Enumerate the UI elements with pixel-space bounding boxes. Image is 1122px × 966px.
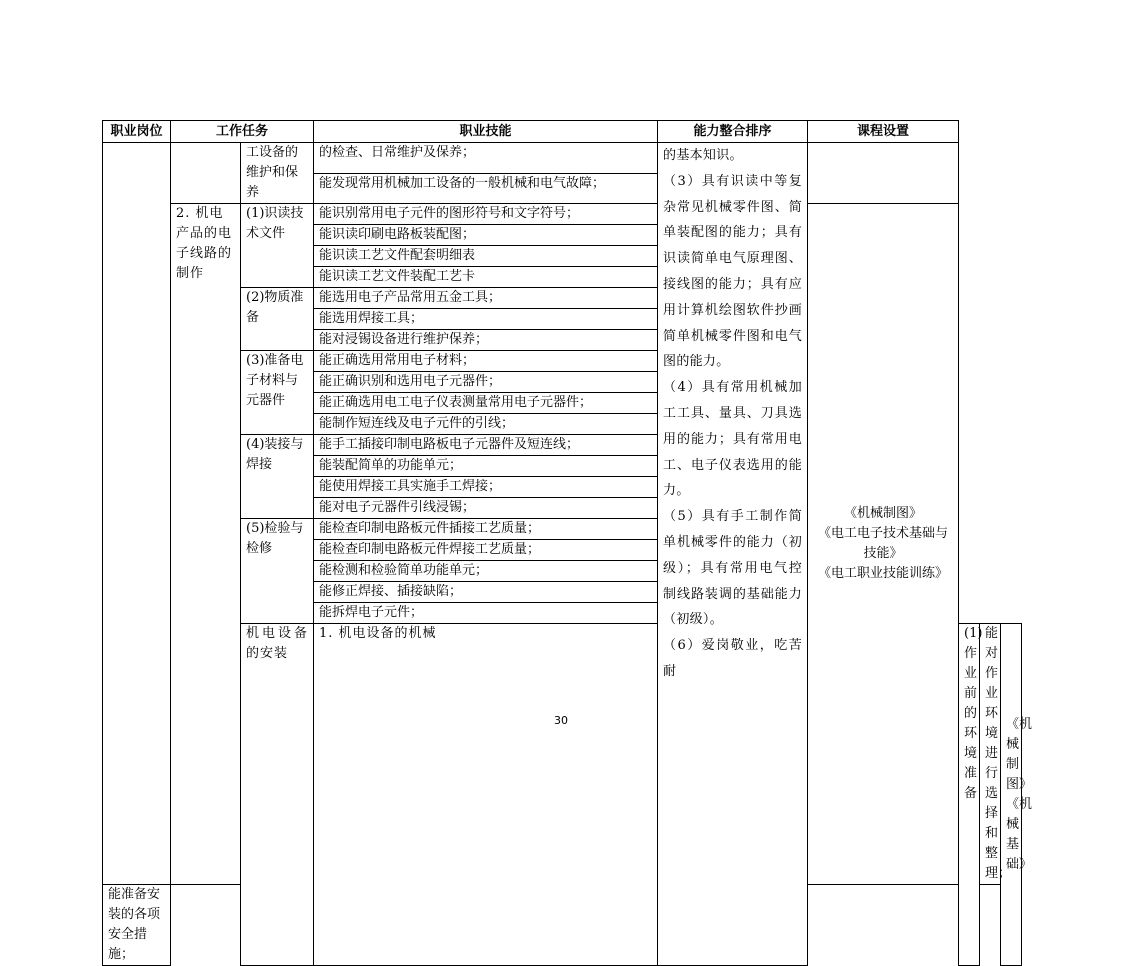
skill-cell: 能识读印刷电路板装配图； (314, 225, 658, 246)
subtask-cell: (1)识读技术文件 (241, 204, 314, 288)
skill-cell: 能对电子元器件引线浸锡； (314, 498, 658, 519)
subtask-cell: (1)作业前的环境准备 (959, 624, 980, 966)
course-item: 《机械制图》 (844, 506, 923, 521)
curriculum-table (102, 120, 1032, 966)
skill-cell: 能检查印制电路板元件焊接工艺质量； (314, 540, 658, 561)
skill-cell: 能选用焊接工具； (314, 309, 658, 330)
ability-paragraph: （4）具有常用机械加工工具、量具、刀具选用的能力；具有常用电工、电子仪表选用的能力。 (663, 380, 803, 499)
header-course: 课程设置 (808, 121, 959, 143)
position-cell (103, 143, 171, 885)
page-number: 30 (554, 714, 568, 727)
ability-cell (658, 143, 808, 966)
ability-paragraph: （3）具有识读中等复杂常见机械零件图、简单装配图的能力；具有识读简单电气原理图、接线图的能力；具有应用计算机绘图软件抄画简单机械零件图和电气图的能力。 (663, 173, 803, 370)
skill-cell: 能识别常用电子元件的图形符号和文字符号； (314, 204, 658, 225)
skill-cell: 能对作业环境进行选择和整理； (980, 624, 1001, 885)
skill-cell: 的检查、日常维护及保养； (314, 143, 658, 174)
header-position: 职业岗位 (103, 121, 171, 143)
skill-cell: 能制作短连线及电子元件的引线； (314, 414, 658, 435)
subtask-cell: (2)物质准备 (241, 288, 314, 351)
skill-cell: 能对浸锡设备进行维护保养； (314, 330, 658, 351)
ability-paragraph: （5）具有手工制作简单机械零件的能力（初级）；具有常用电气控制线路装调的基础能力（初级）。 (663, 509, 803, 628)
table-row (103, 143, 1022, 174)
header-ability: 能力整合排序 (658, 121, 808, 143)
skill-cell: 能识读工艺文件装配工艺卡 (314, 267, 658, 288)
header-task: 工作任务 (171, 121, 314, 143)
skill-cell: 能选用电子产品常用五金工具； (314, 288, 658, 309)
skill-cell: 能检测和检验简单功能单元； (314, 561, 658, 582)
skill-cell: 能手工插接印制电路板电子元器件及短连线； (314, 435, 658, 456)
subtask-cell: 工设备的维护和保养 (241, 143, 314, 204)
subtask-cell: (5)检验与检修 (241, 519, 314, 624)
task-cell: 2. 机电产品的电子线路的制作 (171, 204, 241, 885)
skill-cell: 能发现常用机械加工设备的一般机械和电气故障； (314, 173, 658, 204)
course-item: 《机械制图》 (1005, 716, 1032, 792)
skill-cell: 能正确选用电工电子仪表测量常用电子元器件； (314, 393, 658, 414)
header-skill: 职业技能 (314, 121, 658, 143)
ability-paragraph: （6）爱岗敬业，吃苦耐 (663, 638, 803, 679)
skill-cell: 能拆焊电子元件； (314, 603, 658, 624)
ability-paragraph: 的基本知识。 (663, 148, 743, 163)
table-row (103, 204, 1022, 225)
skill-cell: 能使用焊接工具实施手工焊接； (314, 477, 658, 498)
task-cell (171, 143, 241, 204)
position-cell: 机电设备的安装 (241, 624, 314, 966)
task-cell: 1. 机电设备的机械 (314, 624, 658, 966)
course-cell (808, 143, 959, 204)
skill-cell: 能正确识别和选用电子元器件； (314, 372, 658, 393)
skill-cell: 能修正焊接、插接缺陷； (314, 582, 658, 603)
course-item: 《机械基础》 (1005, 796, 1032, 872)
subtask-cell: (3)准备电子材料与元器件 (241, 351, 314, 435)
course-cell (1000, 624, 1032, 966)
subtask-cell: (4)装接与焊接 (241, 435, 314, 519)
skill-cell: 能正确选用常用电子材料； (314, 351, 658, 372)
table-header-row (103, 121, 1022, 143)
skill-cell: 能检查印制电路板元件插接工艺质量； (314, 519, 658, 540)
skill-cell: 能识读工艺文件配套明细表 (314, 246, 658, 267)
course-item: 《电工职业技能训练》 (818, 566, 949, 581)
skill-cell: 能准备安装的各项安全措施； (103, 885, 171, 966)
course-cell (808, 204, 959, 885)
skill-cell: 能装配简单的功能单元； (314, 456, 658, 477)
course-item: 《电工电子技术基础与技能》 (818, 526, 949, 561)
